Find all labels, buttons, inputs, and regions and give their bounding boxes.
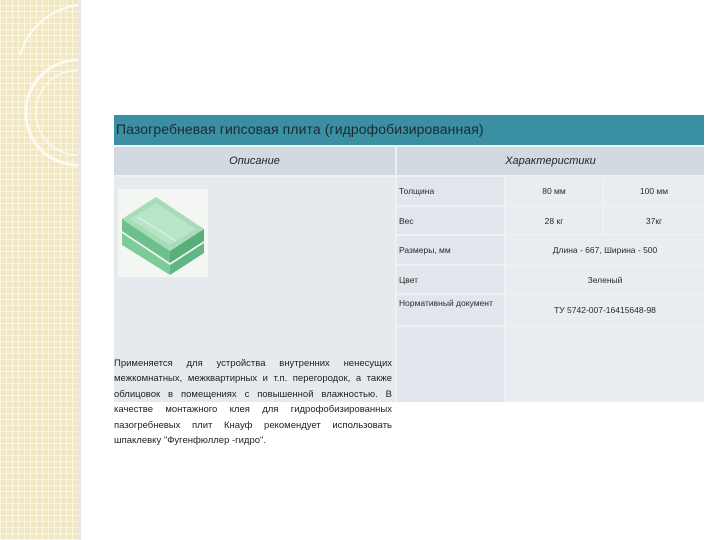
- decorative-side-strip: [0, 0, 78, 540]
- row-label-weight: Вес: [397, 207, 504, 234]
- row-label-standard: Нормативный документ: [397, 295, 504, 325]
- product-table: [114, 115, 704, 447]
- color-value: Зеленый: [506, 266, 704, 293]
- decorative-arcs: [0, 0, 78, 540]
- empty-cell-right: [506, 327, 704, 402]
- thickness-value-2: 100 мм: [604, 177, 704, 205]
- header-characteristics: Характеристики: [397, 147, 704, 175]
- description-text: Применяется для устройства внутренних ненесущих межкомнатных, межквартирных и т.п. перегородок, а также облицовок в помещениях с повышенной влажностью. В качестве монтажного клея для гидрофобизированных пазогребневых плит Кнауф рекомендует использовать шпаклевку "Фугенфюллер -гидро".: [114, 358, 392, 447]
- row-label-color: Цвет: [397, 266, 504, 293]
- empty-cell-left: [397, 327, 504, 402]
- weight-value-2: 37кг: [604, 207, 704, 234]
- gypsum-panel-image: [118, 189, 208, 277]
- standard-value: ТУ 5742-007-16415648-98: [506, 295, 704, 325]
- row-label-thickness: Толщина: [397, 177, 504, 205]
- row-label-dimensions: Размеры, мм: [397, 236, 504, 264]
- weight-value-1: 28 кг: [506, 207, 602, 234]
- thickness-value-1: 80 мм: [506, 177, 602, 205]
- title-bar: [114, 115, 704, 145]
- decorative-strip-edge: [78, 0, 81, 540]
- description-cell: [114, 177, 395, 447]
- header-description: Описание: [114, 147, 395, 175]
- table-title: Пазогребневая гипсовая плита (гидрофобизированная): [116, 121, 484, 137]
- dimensions-value: Длина - 667, Ширина - 500: [506, 236, 704, 264]
